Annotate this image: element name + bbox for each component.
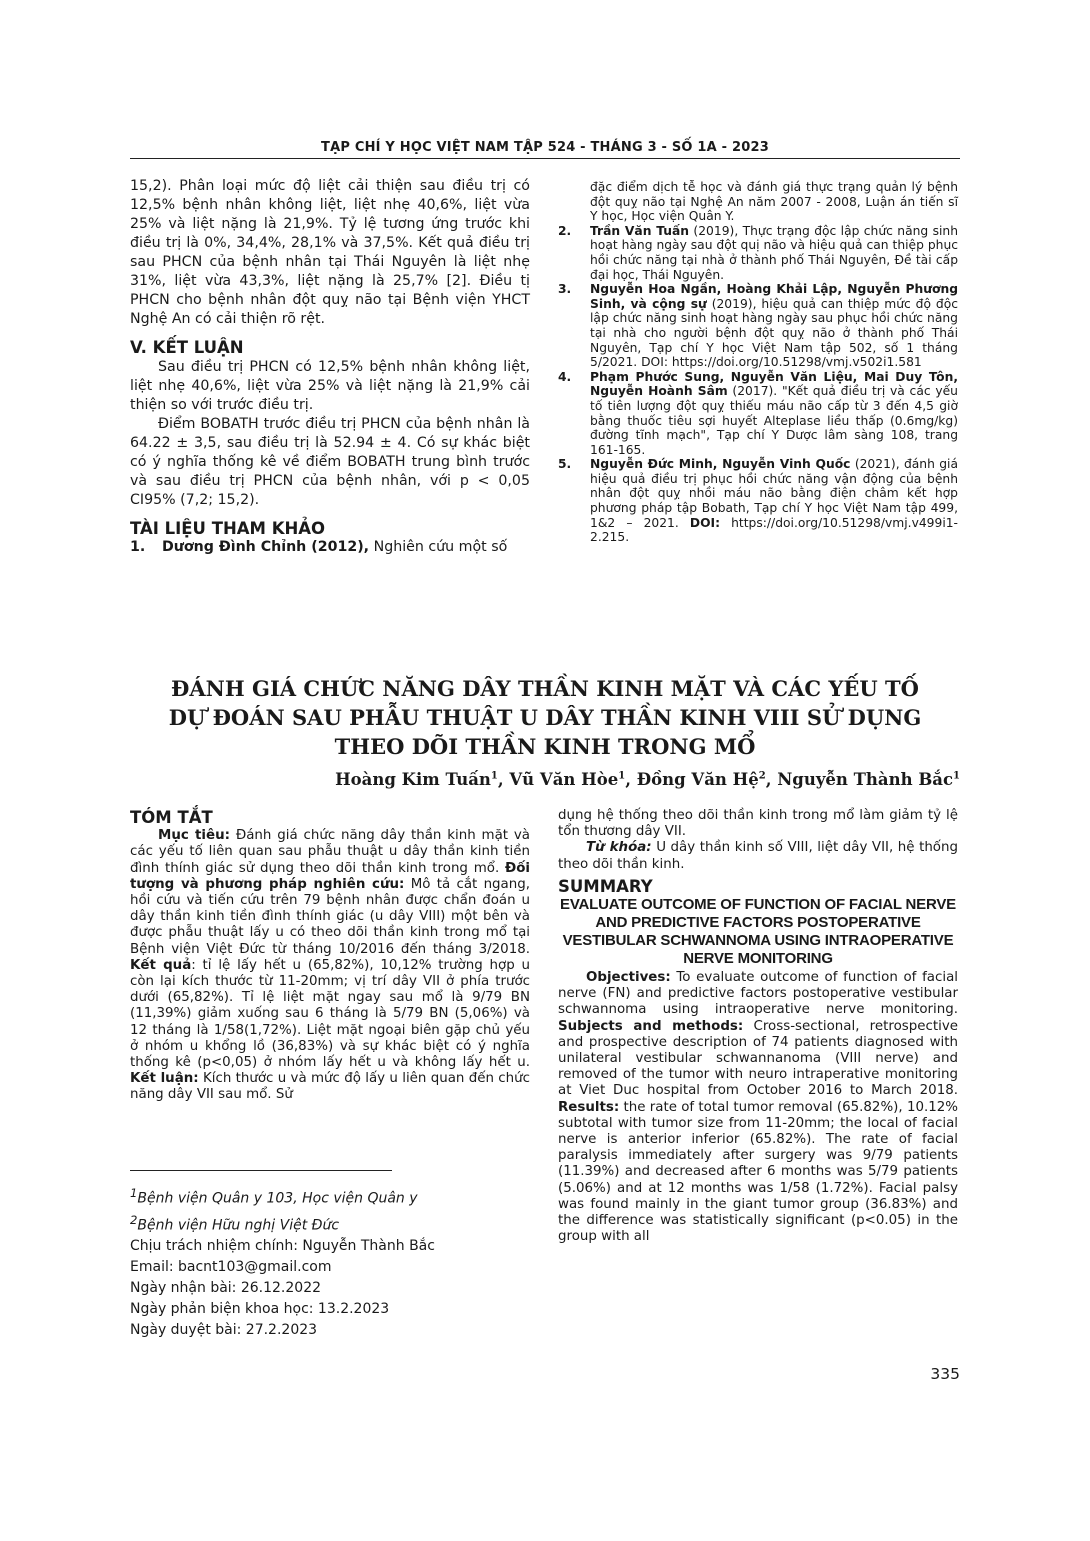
author-2: Vũ Văn Hòe$^1$, — [509, 770, 637, 789]
author-3: Đồng Văn Hệ$^2$, — [636, 770, 778, 789]
reference-authors: Phạm Phước Sung, Nguyễn Văn Liệu, Mai Duy Tôn, Nguyễn Hoành Sâm — [590, 369, 958, 399]
reference-item-5 — [558, 457, 958, 545]
page-number: 335 — [930, 1365, 960, 1383]
reference-authors: Nguyễn Hoa Ngần, Hoàng Khải Lập, Nguyễn Phương Sinh, và cộng sự — [590, 282, 958, 311]
affiliation-1: $^1$Bệnh viện Quân y 103, Học viện Quân y — [130, 1186, 418, 1207]
abstract-conclusion-continued: dụng hệ thống theo dõi thần kinh trong mổ làm giảm tỷ lệ tổn thương dây VII. — [558, 808, 958, 840]
reference-authors: Dương Đình Chỉnh (2012), — [162, 539, 370, 555]
abstract-right-column — [558, 808, 958, 1245]
abstract-paragraph: Mục tiêu: Đánh giá chức năng dây thần kinh mặt và các yếu tố liên quan sau phẫu thuật u dây thần kinh tiền đình thính giác sử dụng theo dõi thần kinh trong mổ. Đối tượng và phương pháp nghiên cứu: Mô tả cắt ngang, hồi cứu và tiến cứu trên 79 bệnh nhân được chẩn đoán u dây thần kinh tiền đình thính giác (u dây VIII) một bên và được phẫu thuật lấy u có theo dõi thần kinh trong mổ tại Bệnh viện Việt Đức từ tháng 10/2016 đến tháng 3/2018. Kết quả: tỉ lệ lấy hết u (65,82%), 10,12% trường hợp u còn lại kích thước từ 11-20mm; vị trí dây VII ở phía trước dưới (65,82%). Tỉ lệ liệt mặt ngay sau mổ là 9/79 BN (11,39%) giảm xuống sau 6 tháng là 5/79 BN (5,06%) và 12 tháng là 1/58(1,72%). Liệt mặt ngoại biên gặp chủ yếu ở nhóm u khổng lồ (36,83%) và sự khác biệt có ý nghĩa thống kê (p<0,05) ở nhóm lấy hết u và không lấy hết u. Kết luận: Kích thước u và mức độ lấy u liên quan đến chức năng dây VII sau mổ. Sử — [130, 828, 531, 1103]
reference-text: Nghiên cứu một số — [369, 539, 508, 555]
author-list — [130, 770, 960, 789]
reference-item-3 — [558, 282, 958, 370]
abstract-heading: TÓM TẮT — [130, 808, 213, 827]
accepted-date: Ngày duyệt bài: 27.2.2023 — [130, 1322, 318, 1339]
corresponding-author: Chịu trách nhiệm chính: Nguyễn Thành Bắc — [130, 1238, 435, 1255]
doi-label: DOI: — [689, 515, 721, 530]
reference-text: đặc điểm dịch tễ học và đánh giá thực trạng quản lý bệnh đột quỵ não tại Nghệ An năm 2007 - 2008, Luận án tiến sĩ Y học, Học viện Quân Y. — [590, 180, 958, 224]
footnote-rule — [130, 1170, 392, 1171]
summary-title: EVALUATE OUTCOME OF FUNCTION OF FACIAL NERVE AND PREDICTIVE FACTORS POSTOPERATIVE VESTIBULAR SCHWANNOMA USING INTRAOPERATIVE NERVE MONITORING — [560, 896, 956, 968]
review-date: Ngày phản biện khoa học: 13.2.2023 — [130, 1301, 390, 1318]
summary-heading: SUMMARY — [558, 876, 653, 896]
reference-item-4 — [558, 370, 958, 458]
reference-text: (2017). "Kết quả điều trị và các yếu tố tiên lượng đột quỵ thiếu máu não cấp từ 3 đến 4,5 giờ bằng thuốc tiêu sợi huyết Alteplase liều thấp (0.6mg/kg) đường tĩnh mạch", Tạp chí Y Dược lâm sàng 108, trang 161-165. — [590, 384, 958, 457]
received-date: Ngày nhận bài: 26.12.2022 — [130, 1280, 322, 1297]
prev-left-column — [130, 177, 530, 557]
reference-item-2 — [558, 224, 958, 282]
reference-text: (2021), đánh giá hiệu quả điều trị phục hồi chức năng vận động của bệnh nhân đột quỵ nhồi máu não bằng điện châm kết hợp phương pháp tập Bobath, Tạp chí Y học Việt Nam tập 499, 1&2 – 2021. — [590, 457, 958, 530]
conclusion-paragraph-2: Điểm BOBATH trước điều trị PHCN của bệnh nhân là 64.22 ± 3,5, sau điều trị là 52.94 ± 4. Có sự khác biệt có ý nghĩa thống kê về điểm BOBATH trung bình trước và sau điều trị PHCN của bệnh nhân, với p < 0,05 CI95% (7,2; 15,2). — [130, 416, 530, 508]
title-line-2: DỰ ĐOÁN SAU PHẪU THUẬT U DÂY THẦN KINH VIII SỬ DỤNG — [168, 705, 922, 730]
reference-text: (2019), hiệu quả can thiệp mức độ độc lập chức năng sinh hoạt hàng ngày sau phục hồi chức năng tại nhà cho người bệnh đột quỵ não ở thành phố Thái Nguyên, Tạp chí Y học Việt Nam tập 502, số 1 tháng 5/2021. DOI: https://doi.org/10.51298/vmj.v502i1.581 — [590, 296, 958, 370]
title-line-3: THEO DÕI THẦN KINH TRONG MỔ — [334, 734, 756, 759]
abstract-left-column — [130, 810, 530, 1104]
reference-authors: Trần Văn Tuấn — [590, 223, 690, 238]
reference-item-1 — [130, 538, 530, 557]
reference-number: 5. — [558, 457, 572, 472]
author-1: Hoàng Kim Tuấn$^1$, — [335, 770, 510, 789]
reference-item-1-continued — [590, 180, 958, 224]
conclusion-heading: V. KẾT LUẬN — [130, 338, 244, 357]
doi-link[interactable]: https://doi.org/10.51298/vmj.v499i1-2.215. — [590, 515, 958, 545]
reference-number: 1. — [130, 539, 146, 555]
reference-number: 2. — [558, 223, 572, 238]
conclusion-paragraph-1: Sau điều trị PHCN có 12,5% bệnh nhân không liệt, liệt nhẹ 40,6%, liệt vừa 25% và liệt nặng là 21,9% cải thiện so với trước điều trị. — [130, 359, 530, 413]
article-title — [130, 674, 960, 761]
journal-header: TẠP CHÍ Y HỌC VIỆT NAM TẬP 524 - THÁNG 3 - SỐ 1A - 2023 — [321, 140, 769, 155]
author-4: Nguyễn Thành Bắc$^1$ — [777, 770, 960, 789]
references-heading: TÀI LIỆU THAM KHẢO — [130, 519, 326, 538]
affiliation-2: $^2$Bệnh viện Hữu nghị Việt Đức — [130, 1212, 340, 1234]
title-line-1: ĐÁNH GIÁ CHỨC NĂNG DÂY THẦN KINH MẶT VÀ CÁC YẾU TỐ — [171, 676, 919, 701]
reference-text: (2019), Thực trạng độc lập chức năng sinh hoạt hàng ngày sau đột quị não và hiệu quả can thiệp phục hồi chức năng tại nhà ở thành phố Thái Nguyên, Đề tài cấp đại học, Thái Nguyên. — [590, 223, 958, 282]
abstract-conclusion-part: Kích thước u và mức độ lấy u liên quan đến chức năng dây VII sau mổ. Sử — [130, 1071, 530, 1103]
prev-right-column — [558, 180, 958, 545]
summary-paragraph: Objectives: To evaluate outcome of function of facial nerve (FN) and predictive factors postoperative vestibular schwannoma using intraoperative nerve monitoring. Subjects and methods: Cross-sectional, retrospective and prospective description of 74 patients diagnosed with unilateral vestibular schwannanoma (VIII nerve) and removed of the tumor with neuro intraperative monitoring at Viet Duc hospital from October 2016 to March 2018. Results: the rate of total tumor removal (65.82%), 10.12% subtotal with tumor size from 11-20mm; the local of facial nerve is anterior inferior (65.82%). The rate of facial paralysis immediately after surgery was 9/79 patients (11.39%) and decreased after 6 months was 5/79 patients (5.06%) and at 12 months was 1/58 (1.72%). Facial palsy was found mainly in the giant tumor group (36.83%) and the difference was statistically significant (p<0.05) in the group with all — [558, 970, 958, 1245]
reference-number: 3. — [558, 282, 572, 297]
email: Email: bacnt103@gmail.com — [130, 1259, 332, 1276]
keywords: Từ khóa: U dây thần kinh số VIII, liệt dây VII, hệ thống theo dõi thần kinh. — [558, 840, 958, 872]
discussion-end-paragraph: 15,2). Phân loại mức độ liệt cải thiện sau điều trị có 12,5% bệnh nhân không liệt, liệt nhẹ 40,6%, liệt vừa 25% và liệt nặng là 21,9%. Tỷ lệ tương ứng trước khi điều trị là 0%, 34,4%, 28,1% và 37,5%. Kết quả điều trị sau PHCN của bệnh nhân tại Thái Nguyên là liệt nhẹ 31%, liệt vừa 43,3%, liệt nặng là 25,7% [2]. Điều tị PHCN cho bệnh nhân đột quỵ não tại Bệnh viện YHCT Nghệ An có cải thiện rõ rệt. — [130, 178, 530, 327]
reference-number: 4. — [558, 369, 572, 384]
footnotes — [130, 1183, 550, 1341]
header-rule — [130, 158, 960, 159]
reference-authors: Nguyễn Đức Minh, Nguyễn Vinh Quốc — [590, 457, 851, 472]
